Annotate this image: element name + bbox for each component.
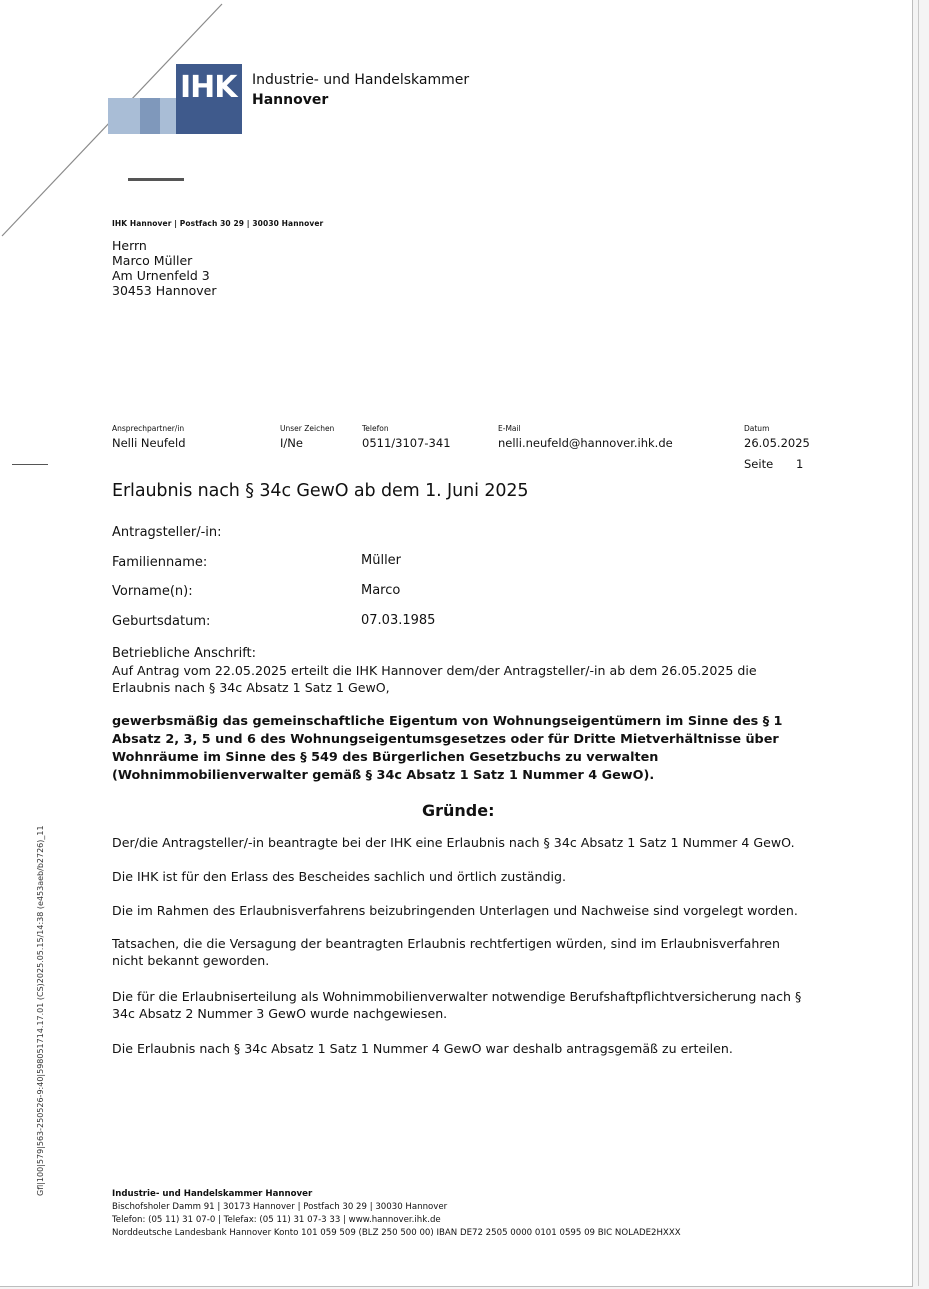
recipient-address (112, 238, 217, 298)
surname-label: Familienname: (112, 555, 208, 570)
footer-org: Industrie- und Handelskammer Hannover (112, 1189, 313, 1199)
scan-edge (918, 0, 919, 1286)
footer (112, 1188, 681, 1240)
subject-line: Erlaubnis nach § 34c GewO ab dem 1. Juni 2025 (112, 481, 529, 501)
reason-item: Die IHK ist für den Erlass des Bescheides sachlich und örtlich zuständig. (112, 869, 566, 884)
org-name-line1: Industrie- und Handelskammer (252, 72, 470, 88)
recipient-salutation: Herrn (112, 238, 147, 253)
reason-item: Die im Rahmen des Erlaubnisverfahrens beizubringenden Unterlagen und Nachweise sind vorgelegt worden. (112, 903, 798, 918)
footer-bank: Norddeutsche Landesbank Hannover Konto 101 059 509 (BLZ 250 500 00) IBAN DE72 2505 0000 0101 0595 09 BIC NOLADE2HXXX (112, 1228, 681, 1238)
reasons-heading: Gründe: (422, 801, 495, 820)
margin-document-code: Gfl|100|579|563-250526-9:40|598051714.17.01 (CS)2025.05.15/14:38 (e453aeb/b2726)_11 (36, 825, 45, 1196)
contact-label: Ansprechpartner/in (112, 424, 185, 433)
date-label: Datum (744, 424, 770, 433)
firstname-value: Marco (361, 583, 401, 598)
ref-label: Unser Zeichen (280, 424, 335, 433)
birthdate-label: Geburtsdatum: (112, 614, 211, 629)
sender-line: IHK Hannover | Postfach 30 29 | 30030 Hannover (112, 219, 324, 228)
recipient-city: 30453 Hannover (112, 283, 217, 298)
address-label: Betriebliche Anschrift: (112, 646, 257, 661)
reason-item: Tatsachen, die die Versagung der beantragten Erlaubnis rechtfertigen würden, sind im Erlaubnisverfahren nicht bekannt geworden. (112, 936, 781, 968)
email-label: E-Mail (498, 424, 521, 433)
reason-item: Der/die Antragsteller/-in beantragte bei der IHK eine Erlaubnis nach § 34c Absatz 1 Satz 1 Nummer 4 GewO. (112, 835, 795, 850)
scope-paragraph: gewerbsmäßig das gemeinschaftliche Eigentum von Wohnungseigentümern im Sinne des § 1 Absatz 2, 3, 5 und 6 des Wohnungseigentumsgesetzes oder für Dritte Mietverhältnisse über Wohnräume im Sinne des § 549 des Bürgerlichen Gesetzbuchs zu verwalten (Wohnimmobilienverwalter gemäß § 34c Absatz 1 Satz 1 Nummer 4 GewO). (112, 714, 783, 783)
logo-text: IHK (180, 70, 237, 105)
reason-item: Die für die Erlaubniserteilung als Wohnimmobilienverwalter notwendige Berufshaftpflichtversicherung nach § 34c Absatz 2 Nummer 3 GewO wurde nachgewiesen. (112, 989, 802, 1021)
phone-label: Telefon (362, 424, 389, 433)
fold-mark (128, 178, 184, 181)
footer-contact: Telefon: (05 11) 31 07-0 | Telefax: (05 11) 31 07-3 33 | www.hannover.ihk.de (112, 1215, 441, 1225)
logo-mid-block (140, 98, 160, 134)
recipient-name: Marco Müller (112, 253, 193, 268)
birthdate-value: 07.03.1985 (361, 613, 436, 628)
grant-paragraph: Auf Antrag vom 22.05.2025 erteilt die IHK Hannover dem/der Antragsteller/-in ab dem 26.05.2025 die Erlaubnis nach § 34c Absatz 1 Satz 1 GewO, (112, 663, 757, 695)
phone-value: 0511/3107-341 (362, 436, 451, 450)
org-name-line2: Hannover (252, 92, 329, 108)
reason-item: Die Erlaubnis nach § 34c Absatz 1 Satz 1 Nummer 4 GewO war deshalb antragsgemäß zu erteilen. (112, 1041, 733, 1056)
contact-value: Nelli Neufeld (112, 436, 186, 450)
date-value: 26.05.2025 (744, 436, 810, 450)
footer-address: Bischofsholer Damm 91 | 30173 Hannover | Postfach 30 29 | 30030 Hannover (112, 1202, 448, 1212)
firstname-label: Vorname(n): (112, 584, 193, 599)
page-value: 1 (796, 457, 804, 471)
ref-value: I/Ne (280, 436, 303, 450)
surname-value: Müller (361, 553, 402, 568)
email-value: nelli.neufeld@hannover.ihk.de (498, 436, 673, 450)
applicant-heading: Antragsteller/-in: (112, 525, 222, 540)
page-label: Seite (744, 457, 774, 471)
punch-mark (12, 464, 48, 465)
recipient-street: Am Urnenfeld 3 (112, 268, 210, 283)
